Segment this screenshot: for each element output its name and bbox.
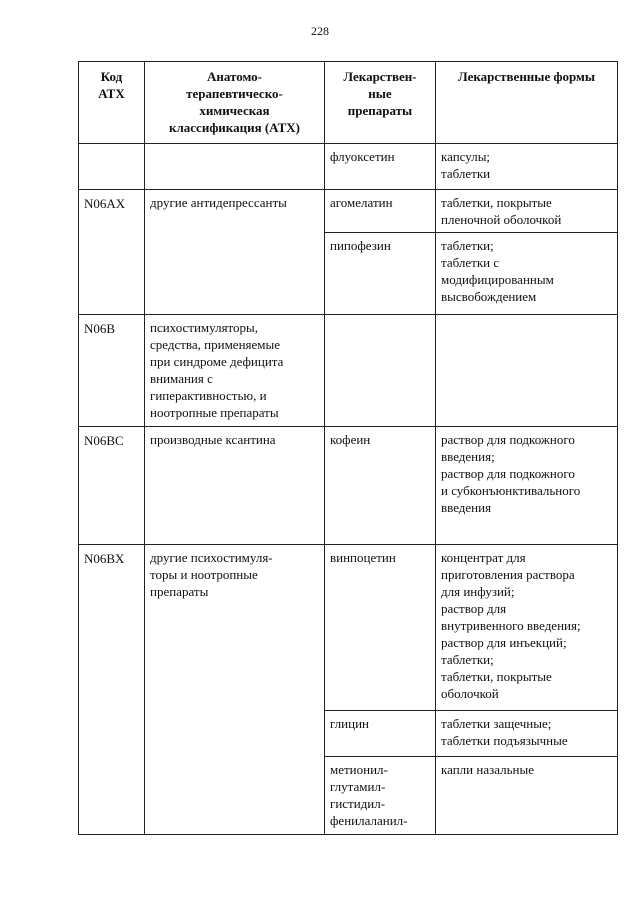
atx-code-cell: N06BX [79,545,145,835]
classification-cell [145,144,325,190]
drug-cell [325,315,436,427]
table-row [79,315,618,427]
forms-cell: таблетки; таблетки с модифицированным высвобождением [436,233,618,315]
forms-cell [436,315,618,427]
header-code: Код ATX [79,62,145,144]
forms-cell: концентрат для приготовления раствора для инфузий; раствор для внутривенного введения; раствор для инъекций; таблетки; таблетки, покрытые оболочкой [436,545,618,711]
classification-cell: производные ксантина [145,427,325,545]
page-number: 228 [311,24,329,38]
atx-code-cell: N06BC [79,427,145,545]
header-forms: Лекарственные формы [436,62,618,144]
drug-cell: метионил- глутамил- гистидил- фенилаланил- [325,757,436,835]
header-classification: Анатомо- терапевтическо- химическая классификация (ATX) [145,62,325,144]
drug-cell: глицин [325,711,436,757]
atx-code-cell: N06B [79,315,145,427]
drug-cell: агомелатин [325,190,436,233]
classification-cell: психостимуляторы, средства, применяемые при синдроме дефицита внимания с гиперактивностью, и ноотропные препараты [145,315,325,427]
table-row [79,144,618,190]
table-header-row [79,62,618,144]
forms-cell: таблетки защечные; таблетки подъязычные [436,711,618,757]
table-row [79,545,618,711]
drug-cell: кофеин [325,427,436,545]
atx-code-cell: N06AX [79,190,145,315]
atx-classification-table [78,61,618,835]
atx-code-cell [79,144,145,190]
forms-cell: таблетки, покрытые пленочной оболочкой [436,190,618,233]
classification-cell: другие психостимуля- торы и ноотропные препараты [145,545,325,835]
forms-cell: капли назальные [436,757,618,835]
drug-cell: пипофезин [325,233,436,315]
forms-cell: раствор для подкожного введения; раствор для подкожного и субконъюнктивального введения [436,427,618,545]
drug-cell: винпоцетин [325,545,436,711]
table-row [79,427,618,545]
classification-cell: другие антидепрессанты [145,190,325,315]
drug-cell: флуоксетин [325,144,436,190]
forms-cell: капсулы; таблетки [436,144,618,190]
header-drugs: Лекарствен- ные препараты [325,62,436,144]
table-row [79,190,618,233]
